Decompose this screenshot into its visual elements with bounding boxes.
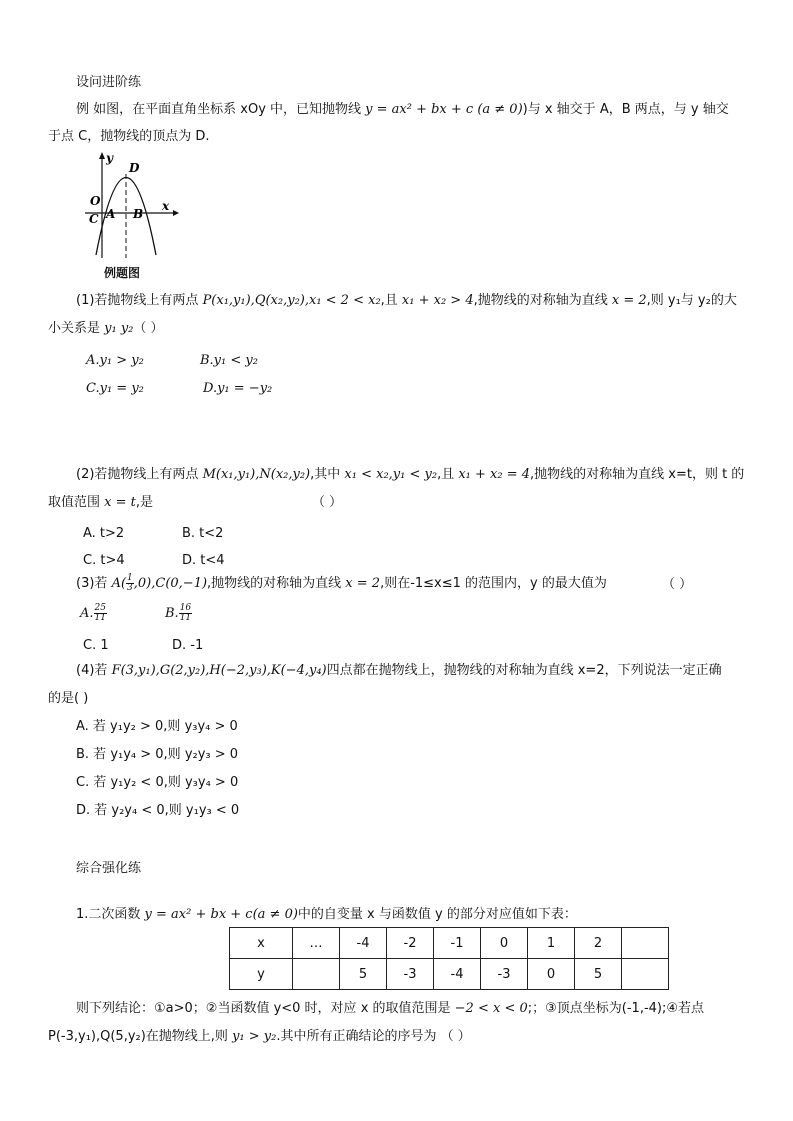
q2-text-b: ,其中 xyxy=(310,467,345,482)
q2-text-a: (2)若抛物线上有两点 xyxy=(76,467,203,482)
example-line-1 xyxy=(76,101,729,119)
example-formula: y = ax² + bx + c (a ≠ 0) xyxy=(365,102,523,117)
example-line-2: 于点 C，抛物线的顶点为 D. xyxy=(48,129,210,144)
label-b: B xyxy=(133,207,144,221)
q4-line-1 xyxy=(76,662,722,680)
p1-text-a: 1.二次函数 xyxy=(76,907,145,922)
p1-text-d: ;；③顶点坐标为(-1,-4);④若点 xyxy=(527,1001,705,1016)
q1-option-b[interactable]: B.y₁ < y₂ xyxy=(200,353,258,368)
q2-line-2 xyxy=(48,494,153,512)
q2-text-d: ,抛物线的对称轴为直线 x=t，则 t 的 xyxy=(530,467,745,482)
table-cell: 1 xyxy=(528,928,575,959)
q3-point-c: ,0),C(0,−1) xyxy=(133,576,208,591)
table-cell xyxy=(293,959,340,990)
q4-option-d[interactable]: D. 若 y₂y₄ < 0,则 y₁y₃ < 0 xyxy=(76,803,240,818)
q1-text-a: (1)若抛物线上有两点 xyxy=(76,293,203,308)
q3-opt-b-den: 11 xyxy=(179,613,192,623)
x-axis-arrow xyxy=(173,210,179,216)
label-d: D xyxy=(129,161,140,175)
q4-option-a[interactable]: A. 若 y₁y₂ > 0,则 y₃y₄ > 0 xyxy=(76,719,238,734)
example-suffix: )与 x 轴交于 A，B 两点，与 y 轴交 xyxy=(522,102,729,117)
p1-text-e: P(-3,y₁),Q(5,y₂)在抛物线上,则 xyxy=(48,1029,233,1044)
q2-line-1 xyxy=(76,466,744,484)
table-cell: … xyxy=(293,928,340,959)
q3-option-b[interactable] xyxy=(165,604,192,623)
q2-points: M(x₁,y₁),N(x₂,y₂) xyxy=(202,467,311,482)
q3-point-a-pre: A( xyxy=(111,576,127,591)
table-cell xyxy=(622,959,669,990)
q1-line-1 xyxy=(76,292,737,310)
q3-opt-b-num: 16 xyxy=(179,603,192,613)
table-cell: -3 xyxy=(481,959,528,990)
table-row-x xyxy=(230,928,669,959)
q3-opt-a-fraction xyxy=(94,604,107,623)
p1-text-c: 则下列结论：①a>0；②当函数值 y<0 时，对应 x 的取值范围是 xyxy=(76,1001,455,1016)
q3-opt-a-num: 25 xyxy=(94,603,106,613)
q2-option-b[interactable]: B. t<2 xyxy=(182,526,224,541)
p1-line-2 xyxy=(76,1000,704,1018)
q3-fraction xyxy=(126,574,134,593)
q3-opt-a-den: 11 xyxy=(94,613,106,623)
q4-line-2: 的是( ) xyxy=(48,691,89,706)
q4-text-b: 四点都在抛物线上，抛物线的对称轴为直线 x=2，下列说法一定正确 xyxy=(326,663,722,678)
section-title-practice: 设问进阶练 xyxy=(76,75,142,90)
table-cell: 0 xyxy=(481,928,528,959)
q2-option-d[interactable]: D. t<4 xyxy=(182,553,225,568)
q3-option-a[interactable] xyxy=(80,604,107,623)
q1-condition: x₁ + x₂ > 4 xyxy=(401,293,474,308)
parabola-figure xyxy=(80,150,180,262)
q1-option-a[interactable]: A.y₁ > y₂ xyxy=(86,353,144,368)
table-cell: y xyxy=(230,959,293,990)
q1-points: P(x₁,y₁),Q(x₂,y₂),x₁ < 2 < x₂ xyxy=(202,293,381,308)
q2-option-c[interactable]: C. t>4 xyxy=(83,553,125,568)
q3-option-c[interactable]: C. 1 xyxy=(83,638,109,653)
q3-paren: （ ） xyxy=(662,577,693,592)
y-axis-arrow xyxy=(99,152,105,159)
q1-text-e: 小关系是 xyxy=(48,321,105,336)
q2-text-c: ,且 xyxy=(437,467,459,482)
section-title-comprehensive: 综合强化练 xyxy=(76,861,142,876)
q3-line-1 xyxy=(76,574,607,593)
q3-text-a: (3)若 xyxy=(76,576,112,591)
label-x: x xyxy=(162,199,170,213)
q1-option-c[interactable]: C.y₁ = y₂ xyxy=(86,381,144,396)
table-cell: 5 xyxy=(340,959,387,990)
q4-points: F(3,y₁),G(2,y₂),H(−2,y₃),K(−4,y₄) xyxy=(111,663,327,678)
q2-text-e: 取值范围 xyxy=(48,495,105,510)
q2-text-f: ,是 xyxy=(135,495,153,510)
q3-opt-a-label: A. xyxy=(80,606,94,621)
p1-compare: y₁ > y₂ xyxy=(232,1029,277,1044)
q1-compare: y₁ y₂ xyxy=(104,321,134,336)
q1-text-c: ,抛物线的对称轴为直线 xyxy=(473,293,612,308)
q3-frac-den: 3 xyxy=(127,583,133,593)
label-a: A xyxy=(106,207,116,221)
table-cell: -4 xyxy=(434,959,481,990)
p1-line-3 xyxy=(48,1028,471,1046)
table-cell: x xyxy=(230,928,293,959)
table-cell: 2 xyxy=(575,928,622,959)
figure-caption: 例题图 xyxy=(104,266,141,280)
value-table xyxy=(229,927,669,990)
table-row-y xyxy=(230,959,669,990)
q3-frac-num: 1 xyxy=(127,573,133,583)
table-cell: -3 xyxy=(387,959,434,990)
q3-text-c: ,则在-1≤x≤1 的范围内，y 的最大值为 xyxy=(380,576,607,591)
p1-range: −2 < x < 0 xyxy=(454,1001,528,1016)
q2-condition-1: x₁ < x₂,y₁ < y₂ xyxy=(344,467,438,482)
q2-paren: （ ） xyxy=(312,495,343,510)
label-o: O xyxy=(90,194,101,208)
label-y: y xyxy=(106,151,113,165)
table-cell: -2 xyxy=(387,928,434,959)
q2-condition-2: x₁ + x₂ = 4 xyxy=(458,467,530,482)
label-c: C xyxy=(89,212,99,226)
q1-paren: （ ） xyxy=(133,321,164,336)
table-cell: 0 xyxy=(528,959,575,990)
q1-option-d[interactable]: D.y₁ = −y₂ xyxy=(203,381,273,396)
table-cell: 5 xyxy=(575,959,622,990)
q3-axis: x = 2 xyxy=(345,576,381,591)
q1-text-b: ,且 xyxy=(380,293,402,308)
p1-line-1 xyxy=(76,906,577,924)
q4-option-b[interactable]: B. 若 y₁y₄ > 0,则 y₂y₃ > 0 xyxy=(76,747,239,762)
q3-text-b: ,抛物线的对称轴为直线 xyxy=(207,576,346,591)
p1-formula: y = ax² + bx + c(a ≠ 0) xyxy=(144,907,298,922)
table-cell: -1 xyxy=(434,928,481,959)
q1-text-d: ,则 y₁与 y₂的大 xyxy=(646,293,737,308)
example-prefix: 例 如图，在平面直角坐标系 xOy 中，已知抛物线 xyxy=(76,102,366,117)
p1-text-b: 中的自变量 x 与函数值 y 的部分对应值如下表： xyxy=(297,907,577,922)
q2-range-var: x = t xyxy=(104,495,136,510)
q2-option-a[interactable]: A. t>2 xyxy=(83,526,125,541)
q1-axis: x = 2 xyxy=(611,293,647,308)
q1-line-2 xyxy=(48,320,164,338)
q4-option-c[interactable]: C. 若 y₁y₂ < 0,则 y₃y₄ > 0 xyxy=(76,775,239,790)
q3-opt-b-label: B. xyxy=(165,606,179,621)
q4-text-a: (4)若 xyxy=(76,663,112,678)
q3-option-d[interactable]: D. -1 xyxy=(172,638,204,653)
table-cell xyxy=(622,928,669,959)
table-cell: -4 xyxy=(340,928,387,959)
q3-opt-b-fraction xyxy=(179,604,192,623)
p1-text-f: .其中所有正确结论的序号为 （ ） xyxy=(276,1029,471,1044)
